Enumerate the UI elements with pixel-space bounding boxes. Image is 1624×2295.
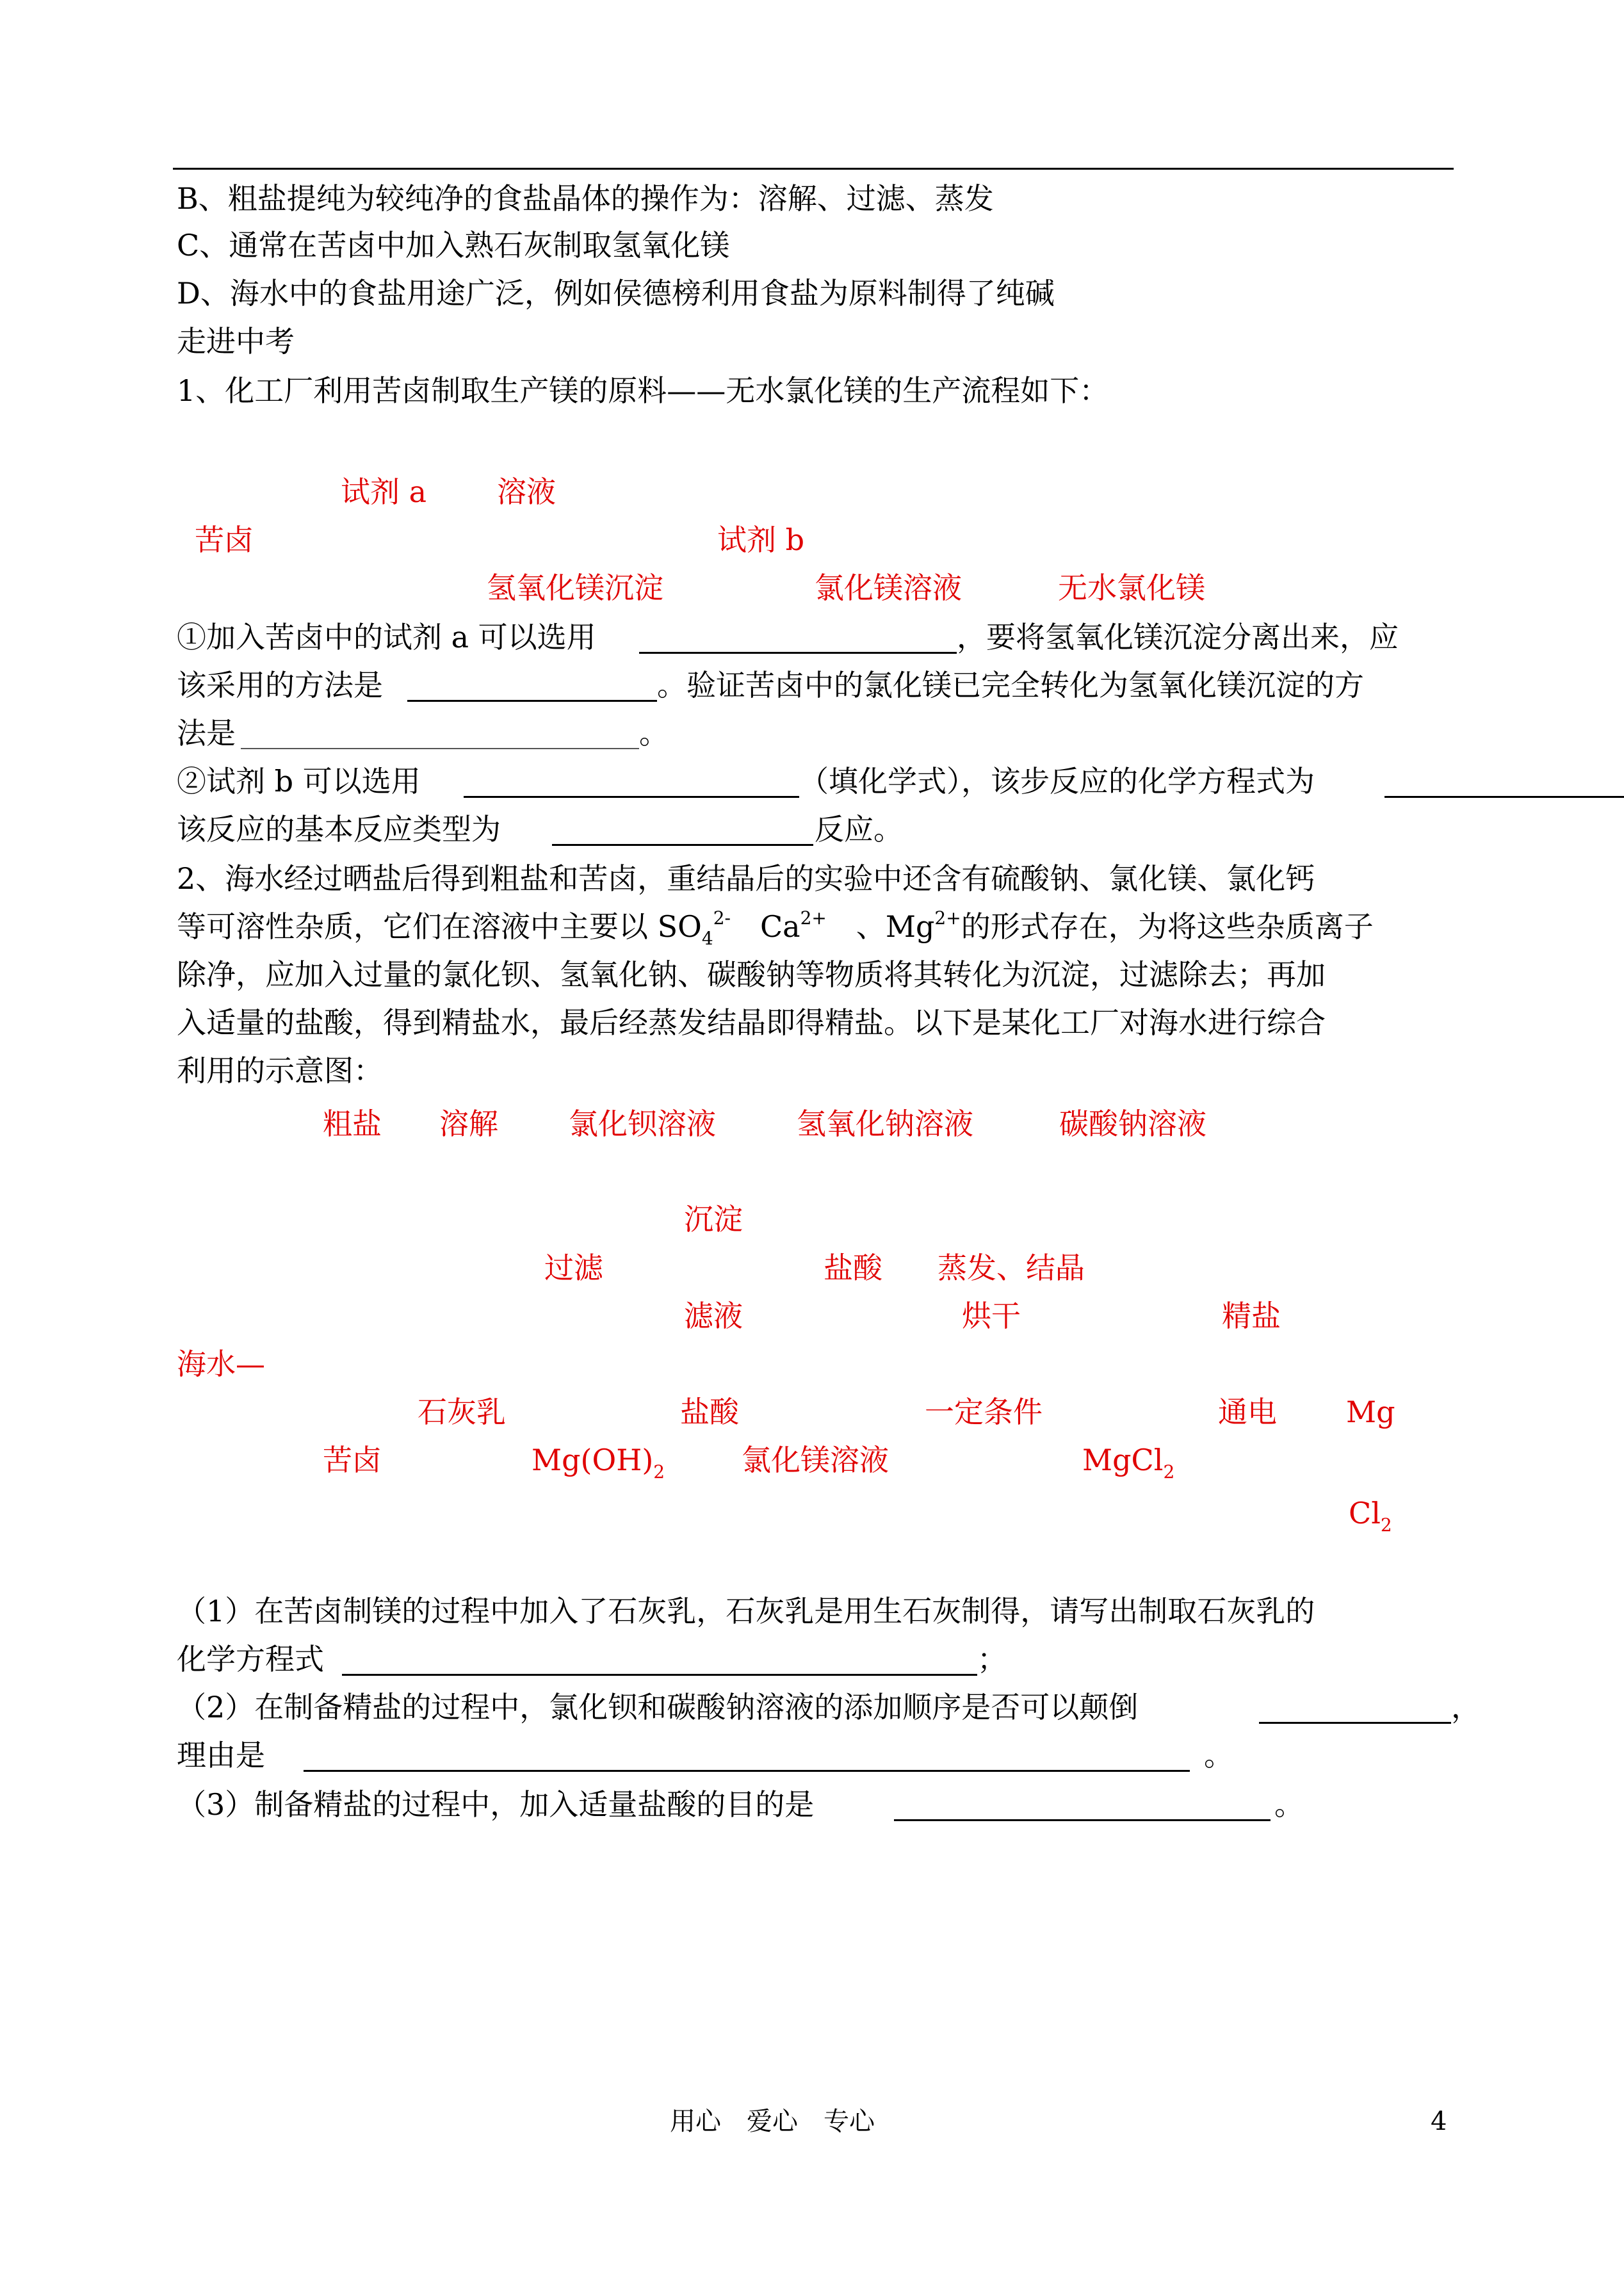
section-title: 走进中考 <box>177 324 295 359</box>
q2-s3-blank[interactable] <box>894 1819 1271 1821</box>
q1-flow-reagent-b: 试剂 b <box>717 523 805 557</box>
q1-p2-blank-2[interactable] <box>1384 796 1624 798</box>
q2-flow-dissolve: 溶解 <box>439 1107 498 1141</box>
q1-p1-text-a: ①加入苦卤中的试剂 a 可以选用 <box>177 620 596 654</box>
q1-flow-anhydrous-mgcl2: 无水氯化镁 <box>1058 571 1205 605</box>
option-c: C、通常在苦卤中加入熟石灰制取氢氧化镁 <box>177 228 730 263</box>
q1-p1-blank-3[interactable] <box>241 748 639 749</box>
q1-p1-blank-2[interactable] <box>407 700 657 702</box>
q2-flow-mgcl2: MgCl$_2$ <box>1082 1443 1175 1482</box>
q2-flow-refined-salt: 精盐 <box>1222 1299 1281 1333</box>
q2-flow-crude-salt: 粗盐 <box>323 1107 382 1141</box>
q2-flow-hcl-1: 盐酸 <box>824 1251 882 1285</box>
q1-p2-text-b: （填化学式），该步反应的化学方程式为 <box>799 764 1315 799</box>
q2-s2-text-d: 。 <box>1204 1738 1233 1772</box>
q2-s2-text-b: ， <box>1451 1690 1481 1724</box>
q1-p1-text-e: 法是 <box>177 716 236 750</box>
q1-p2-text-d: 反应。 <box>815 812 903 847</box>
q1-p1-text-f: 。 <box>639 716 669 750</box>
q2-flow-cl2: $Cl_2$ <box>1349 1496 1392 1536</box>
q1-p1-blank-1[interactable] <box>639 652 957 654</box>
q2-flow-precipitate: 沉淀 <box>684 1202 743 1237</box>
q2-flow-mgoh2: $Mg(OH)_2$ <box>532 1443 665 1482</box>
q2-line-3: 除净，应加入过量的氯化钡、氢氧化钠、碳酸钠等物质将其转化为沉淀，过滤除去；再加 <box>177 957 1326 992</box>
q1-flow-bittern: 苦卤 <box>195 523 254 557</box>
q2-line-1: 2、海水经过晒盐后得到粗盐和苦卤，重结晶后的实验中还含有硫酸钠、氯化镁、氯化钙 <box>177 861 1315 896</box>
q2-flow-seawater: 海水— <box>177 1347 265 1381</box>
q2-line-2: 等可溶性杂质，它们在溶液中主要以 $SO_4^{2-}$ $Ca^{2+}$ 、$Mg^{2+}$的形式存在，为将这些杂质离子 <box>177 907 1374 949</box>
q2-s2-text-c: 理由是 <box>177 1738 265 1772</box>
q2-flow-naoh: 氢氧化钠溶液 <box>797 1107 973 1141</box>
q1-p1-text-b: ，要将氢氧化镁沉淀分离出来，应 <box>957 620 1399 654</box>
q2-flow-na2co3: 碳酸钠溶液 <box>1059 1107 1206 1141</box>
q1-p1-text-c: 该采用的方法是 <box>177 668 383 702</box>
q1-flow-reagent-a: 试剂 a <box>341 474 427 509</box>
q2-s2-text-a: （2）在制备精盐的过程中，氯化钡和碳酸钠溶液的添加顺序是否可以颠倒 <box>177 1690 1139 1724</box>
q1-intro: 1、化工厂利用苦卤制取生产镁的原料——无水氯化镁的生产流程如下： <box>177 373 1109 408</box>
q2-s1-blank[interactable] <box>342 1674 977 1676</box>
q2-flow-evaporate: 蒸发、结晶 <box>938 1251 1085 1285</box>
q1-p2-text-c: 该反应的基本反应类型为 <box>177 812 501 847</box>
q2-flow-bacl2: 氯化钡溶液 <box>569 1107 716 1141</box>
q2-flow-hcl-2: 盐酸 <box>680 1395 739 1429</box>
q1-flow-solution: 溶液 <box>497 474 556 509</box>
q2-s1-text-a: （1）在苦卤制镁的过程中加入了石灰乳，石灰乳是用生石灰制得，请写出制取石灰乳的 <box>177 1594 1315 1628</box>
q2-s1-text-b: 化学方程式 <box>177 1642 324 1676</box>
q2-flow-filter: 过滤 <box>544 1251 603 1285</box>
option-d: D、海水中的食盐用途广泛，例如侯德榜利用食盐为原料制得了纯碱 <box>177 276 1055 311</box>
q2-s3-text-a: （3）制备精盐的过程中，加入适量盐酸的目的是 <box>177 1787 815 1822</box>
header-rule <box>173 168 1454 170</box>
page-number: 4 <box>1431 2107 1447 2136</box>
q2-s2-blank-1[interactable] <box>1259 1722 1451 1724</box>
q2-line-5: 利用的示意图： <box>177 1053 383 1088</box>
q2-flow-dry: 烘干 <box>962 1299 1021 1333</box>
q2-flow-mg: Mg <box>1346 1395 1395 1429</box>
q1-flow-mgoh2-precipitate: 氢氧化镁沉淀 <box>487 571 663 605</box>
q2-s2-blank-2[interactable] <box>304 1770 1190 1772</box>
footer-motto: 用心 爱心 专心 <box>670 2107 875 2136</box>
q2-s1-text-c: ； <box>977 1642 1007 1676</box>
q2-flow-electrolysis: 通电 <box>1218 1395 1277 1429</box>
q2-line-4: 入适量的盐酸，得到精盐水，最后经蒸发结晶即得精盐。以下是某化工厂对海水进行综合 <box>177 1005 1326 1040</box>
q1-p1-text-d: 。验证苦卤中的氯化镁已完全转化为氢氧化镁沉淀的方 <box>657 668 1364 702</box>
q1-p2-text-a: ②试剂 b 可以选用 <box>177 764 421 799</box>
q2-s3-text-b: 。 <box>1274 1787 1304 1822</box>
q2-flow-filtrate: 滤液 <box>684 1299 743 1333</box>
q2-flow-mgcl2-solution: 氯化镁溶液 <box>742 1443 889 1477</box>
q2-flow-condition: 一定条件 <box>925 1395 1043 1429</box>
q1-flow-mgcl2-solution: 氯化镁溶液 <box>815 571 962 605</box>
q2-flow-lime-milk: 石灰乳 <box>418 1395 506 1429</box>
q1-p2-blank-3[interactable] <box>552 844 813 846</box>
option-b: B、粗盐提纯为较纯净的食盐晶体的操作为：溶解、过滤、蒸发 <box>177 181 994 216</box>
q2-flow-bittern: 苦卤 <box>323 1443 382 1477</box>
q1-p2-blank-1[interactable] <box>464 796 799 798</box>
